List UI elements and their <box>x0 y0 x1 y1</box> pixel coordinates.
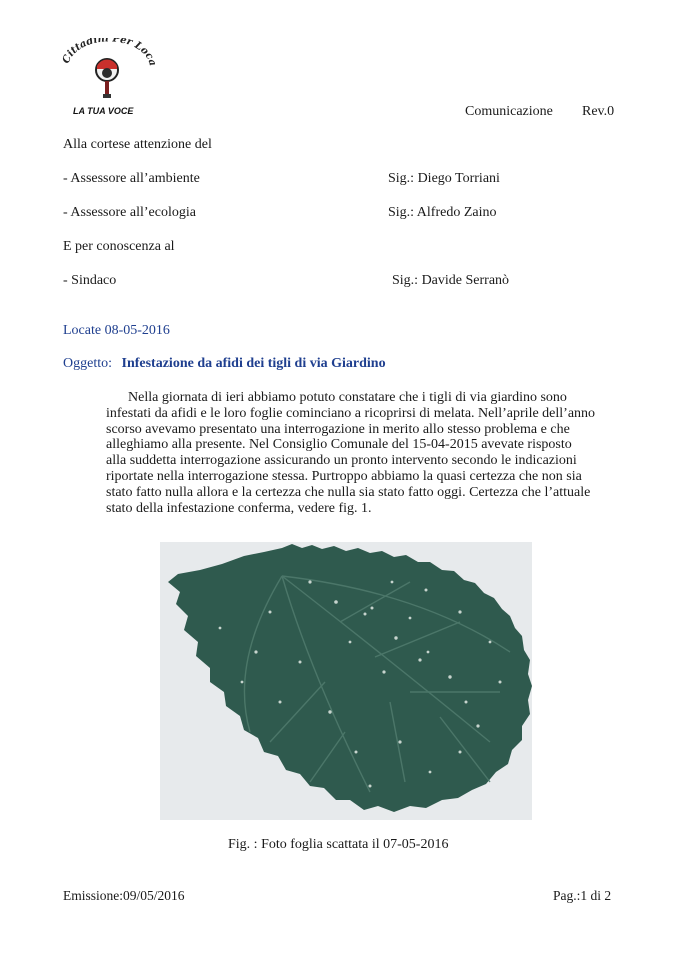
logo-subtitle: LA TUA VOCE <box>73 106 134 116</box>
body-line: scorso avevamo presentato una interrogazione in merito allo stesso problema e che <box>106 421 570 437</box>
page-number: Pag.:1 di 2 <box>553 888 612 903</box>
body-line: Nella giornata di ieri abbiamo potuto constatare che i tigli di via giardino sono <box>128 390 567 405</box>
revision-label: Rev.0 <box>582 104 615 119</box>
body-line: alla suddetta interrogazione assicurando un pronto intervento secondo le indicazioni <box>106 453 577 469</box>
leaf-photo <box>160 542 532 820</box>
leaf-image <box>160 542 532 820</box>
addressee-role: - Assessore all’ecologia <box>63 205 196 220</box>
body-line: alleghiamo alla presente. Nel Consiglio Comunale del 15-04-2015 avevate risposto <box>106 437 572 453</box>
figure-caption: Fig. : Foto foglia scattata il 07-05-2016 <box>228 837 449 852</box>
subject-text: Infestazione da afidi dei tigli di via Giardino <box>121 356 386 371</box>
addressee-name: Sig.: Diego Torriani <box>388 171 500 186</box>
subject-line <box>63 356 386 372</box>
logo-arc-text: Cittadini Per Loca <box>60 38 158 68</box>
addressee-intro: Alla cortese attenzione del <box>63 137 212 152</box>
subject-label: Oggetto: <box>63 356 112 371</box>
body-line: stato della infestazione conferma, vedere fig. 1. <box>106 500 372 516</box>
addressee-role: - Assessore all’ambiente <box>63 171 200 186</box>
body-line: riportate nella interrogazione stessa. Purtroppo abbiamo la quasi certezza che non sia <box>106 468 582 484</box>
cc-role: - Sindaco <box>63 273 117 288</box>
body-line: stato fatto nulla allora e la certezza che nulla sia stato fatto oggi. Certezza che l’attuale <box>106 484 591 500</box>
cc-intro: E per conoscenza al <box>63 239 175 254</box>
addressee-name: Sig.: Alfredo Zaino <box>388 205 497 220</box>
emission-date: Emissione:09/05/2016 <box>63 888 185 903</box>
body-line: infestati da afidi e le loro foglie cominciano a ricoprirsi di melata. Nell’aprile dell’anno <box>106 405 596 421</box>
cc-name: Sig.: Davide Serranò <box>392 273 510 288</box>
document-type: Comunicazione <box>465 104 553 119</box>
body-paragraph <box>106 390 631 516</box>
place-date: Locate 08-05-2016 <box>63 323 170 338</box>
